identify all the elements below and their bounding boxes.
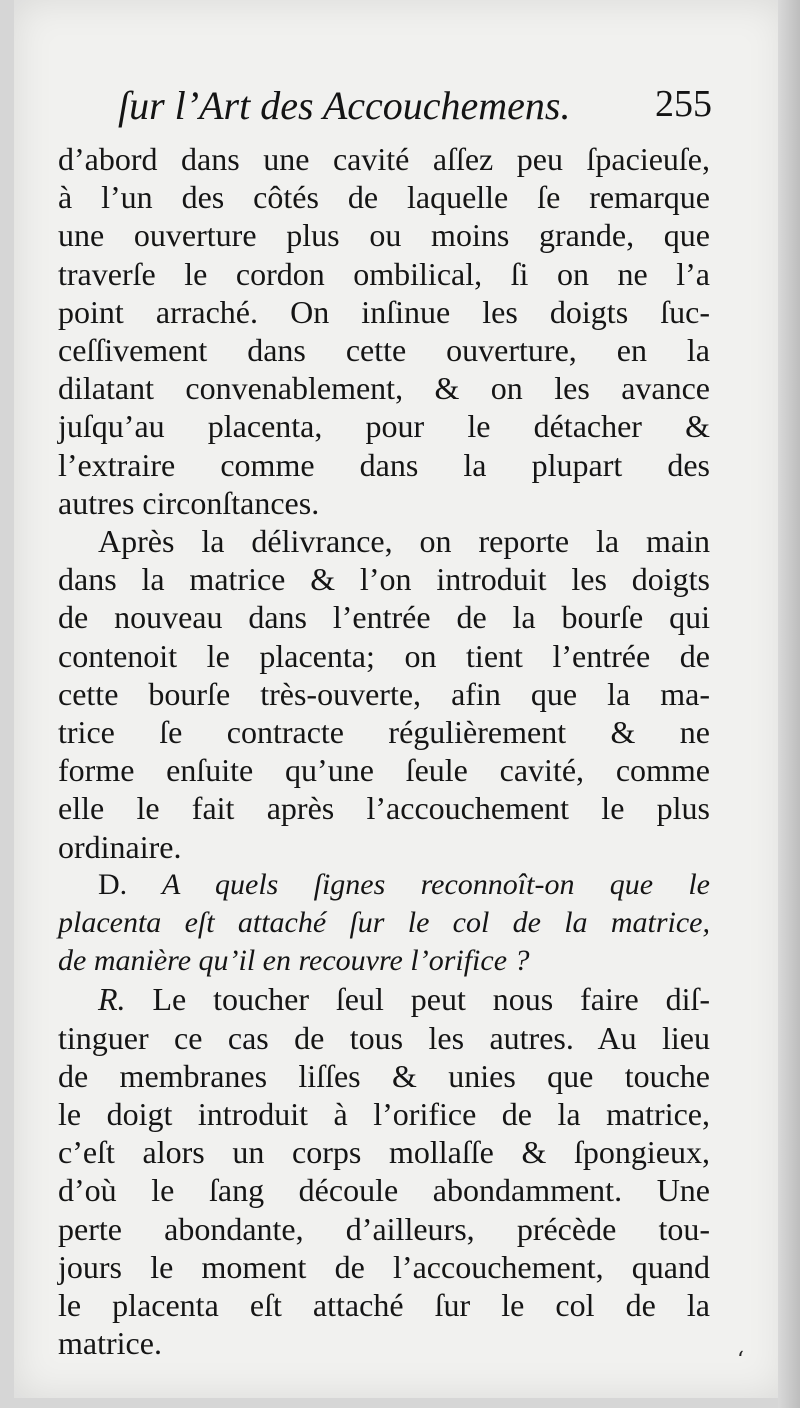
text-line: l’extraire comme dans la plupart des (58, 446, 710, 483)
answer-line: c’eſt alors un corps mollaſſe & ſpongieux, (58, 1134, 710, 1171)
question-block (58, 866, 710, 981)
text-line: cette bourſe très-ouverte, afin que la ma- (58, 675, 710, 712)
ink-speck-icon: ʻ (737, 1348, 744, 1373)
question-label: D. (98, 867, 128, 901)
answer-line (58, 980, 710, 1018)
text-line: de nouveau dans l’entrée de la bourſe qui (58, 599, 710, 636)
answer-text: Le toucher ſeul peut nous faire diſ- (152, 981, 711, 1018)
text-line: ceſſivement dans cette ouverture, en la (58, 332, 710, 369)
text-line: autres circonſtances. (58, 484, 320, 521)
answer-line: le placenta eſt attaché ſur le col de la (58, 1287, 710, 1324)
question-line (58, 866, 710, 904)
text-line: forme enſuite qu’une ſeule cavité, comme (58, 752, 710, 789)
text-line: traverſe le cordon ombilical, ſi on ne l’a (58, 255, 710, 292)
page-number: 255 (655, 83, 712, 125)
text-line: trice ſe contracte régulièrement & ne (58, 714, 710, 751)
question-line: placenta eſt attaché ſur le col de la matrice, (58, 906, 710, 940)
answer-line: tinguer ce cas de tous les autres. Au lieu (58, 1019, 710, 1056)
text-line: ordinaire. (58, 828, 182, 865)
text-line: juſqu’au placenta, pour le détacher & (58, 408, 710, 445)
question-line: de manière qu’il en recouvre l’orifice ? (58, 944, 530, 978)
text-line: une ouverture plus ou moins grande, que (58, 217, 710, 254)
answer-line: de membranes liſſes & unies que touche (58, 1057, 710, 1094)
page-edge-shadow (778, 0, 800, 1408)
text-line: contenoit le placenta; on tient l’entrée de (58, 637, 710, 674)
running-title: ſur l’Art des Accouchemens. (118, 83, 571, 128)
answer-line: le doigt introduit à l’orifice de la matrice, (58, 1096, 710, 1133)
question-text: A quels ſignes reconnoît-on que le (161, 867, 710, 901)
text-line: dans la matrice & l’on introduit les doigts (58, 561, 710, 598)
text-line: dilatant convenablement, & on les avance (58, 370, 710, 407)
body-text (58, 140, 710, 1363)
text-line: point arraché. On inſinue les doigts ſuc- (58, 293, 710, 330)
running-header (118, 82, 718, 140)
answer-line: matrice. (58, 1325, 162, 1362)
answer-block (58, 980, 710, 1362)
answer-line: d’où le ſang découle abondamment. Une (58, 1172, 710, 1209)
text-line: elle le fait après l’accouchement le plus (58, 790, 710, 827)
answer-line: jours le moment de l’accouchement, quand (58, 1248, 710, 1285)
paragraph-continued (58, 140, 710, 522)
text-line: d’abord dans une cavité aſſez peu ſpacieuſe, (58, 141, 710, 177)
text-line: à l’un des côtés de laquelle ſe remarque (58, 179, 710, 216)
text-line: Après la délivrance, on reporte la main (98, 523, 710, 560)
paragraph-delivrance (58, 522, 710, 866)
answer-line: perte abondante, d’ailleurs, précède tou- (58, 1210, 710, 1247)
answer-label: R. (98, 981, 126, 1018)
